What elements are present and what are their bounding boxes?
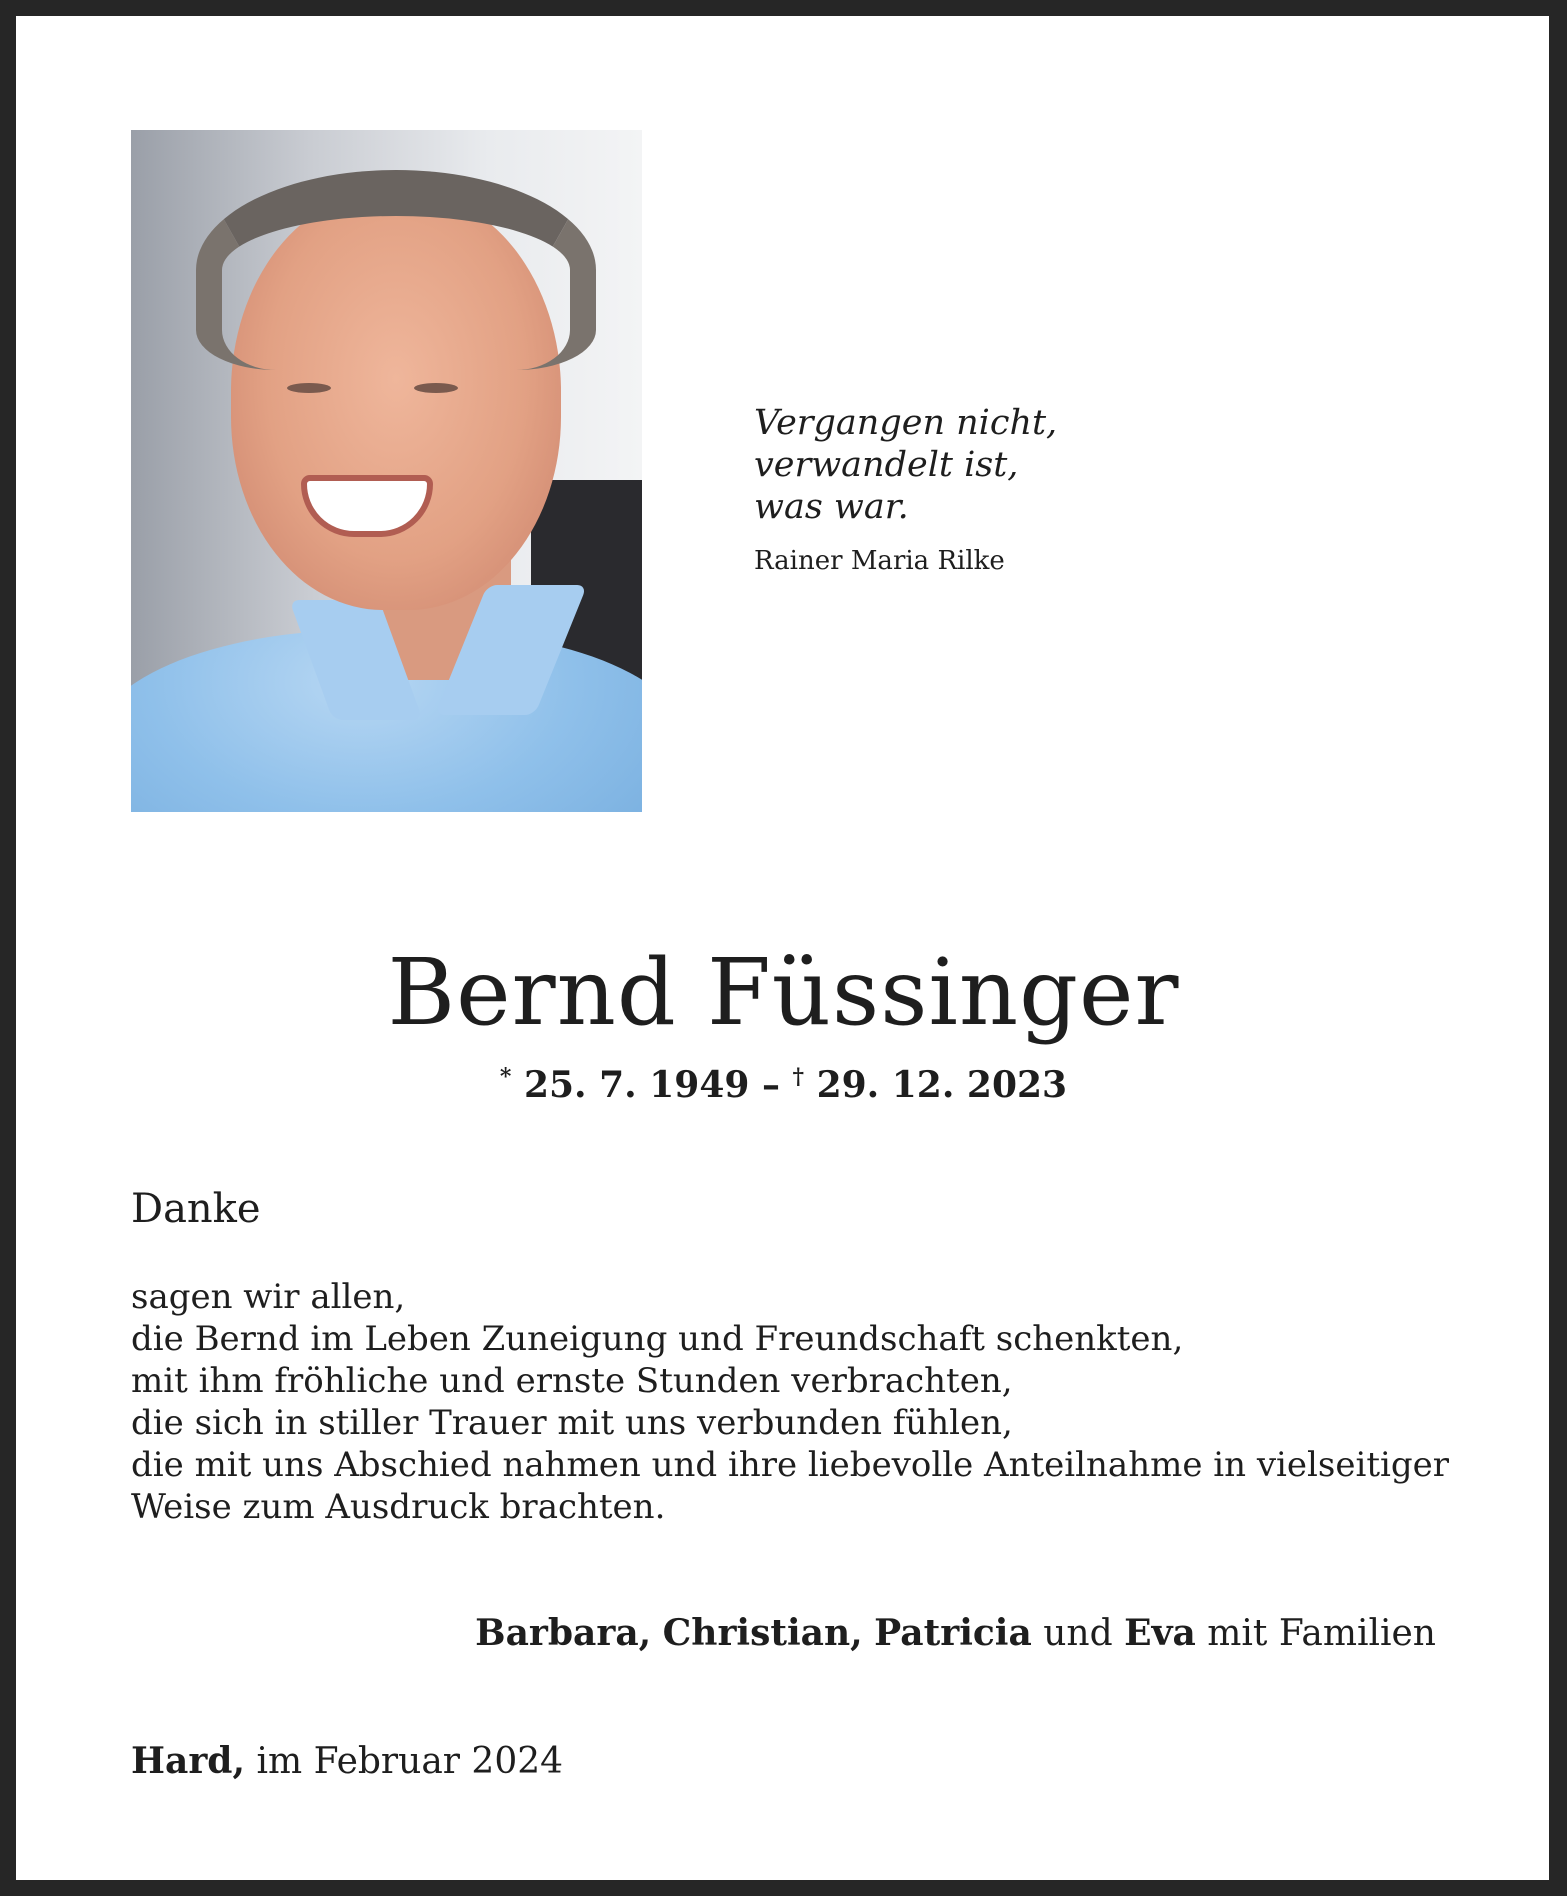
thanks-line: die Bernd im Leben Zuneigung und Freundschaft schenkten, [131,1319,1184,1359]
thanks-line: die mit uns Abschied nahmen und ihre liebevolle Anteilnahme in vielseitiger [131,1445,1450,1485]
date: im Februar 2024 [256,1741,564,1782]
signoff-suffix: mit Familien [1207,1613,1436,1654]
quote-line: Vergangen nicht, [754,403,1058,443]
thanks-line: die sich in stiller Trauer mit uns verbunden fühlen, [131,1403,1013,1443]
date-separator: – [749,1064,793,1106]
thanks-line: mit ihm fröhliche und ernste Stunden verbrachten, [131,1361,1013,1401]
photo-hair [196,170,596,370]
death-date: 29. 12. 2023 [816,1064,1068,1106]
thanks-line: sagen wir allen, [131,1277,406,1317]
signoff-name: Barbara, [475,1612,652,1654]
thanks-text [131,1276,1449,1528]
thanks-heading: Danke [131,1186,261,1232]
place-and-date [131,1740,563,1782]
birth-date: 25. 7. 1949 [523,1064,750,1106]
signoff-name: Patricia [874,1612,1032,1654]
place: Hard, [131,1740,246,1782]
thanks-line: Weise zum Ausdruck brachten. [131,1487,666,1527]
quote-author: Rainer Maria Rilke [754,546,1005,576]
photo-eye-right [414,383,458,393]
life-dates [0,1064,1567,1106]
signoff-joiner: und [1043,1613,1113,1654]
death-symbol: † [792,1064,805,1090]
deceased-name: Bernd Füssinger [387,939,1180,1046]
photo-eye-left [287,383,331,393]
signoff-name: Eva [1124,1612,1196,1654]
birth-symbol: * [499,1064,512,1090]
signoff-name: Christian, [662,1612,863,1654]
quote-line: was war. [754,487,909,527]
quote-line: verwandelt ist, [754,445,1019,485]
rilke-quote [754,402,1057,528]
portrait-photo [131,130,642,812]
family-signoff [475,1612,1436,1654]
